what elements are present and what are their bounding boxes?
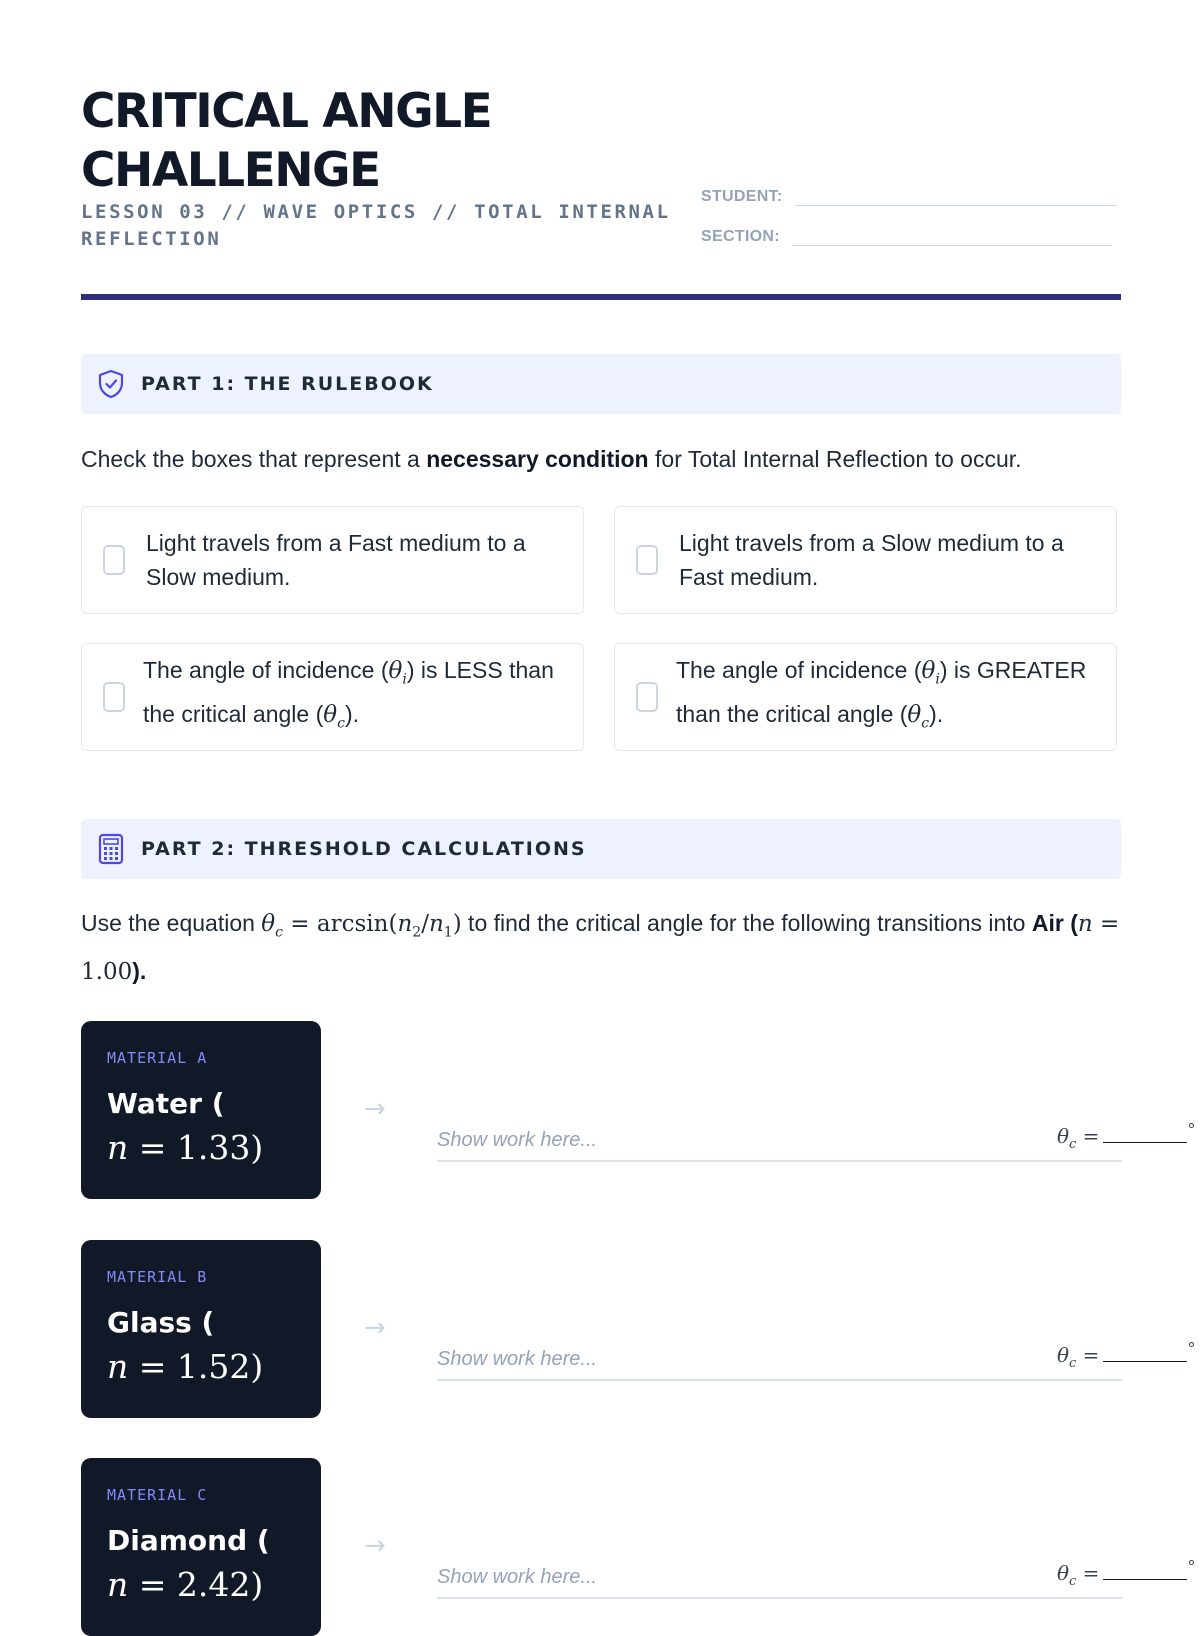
part2-header bbox=[81, 819, 1121, 879]
arrow-icon: → bbox=[364, 1313, 386, 1343]
page-title: CRITICAL ANGLE CHALLENGE bbox=[81, 84, 492, 198]
answer-blank[interactable] bbox=[1103, 1130, 1187, 1143]
student-label: STUDENT: bbox=[701, 188, 783, 205]
condition-option-1[interactable] bbox=[81, 506, 584, 614]
part1-header bbox=[81, 354, 1121, 414]
condition-text-part: The angle of incidence ( bbox=[676, 657, 922, 684]
work-placeholder: Show work here... bbox=[437, 1566, 598, 1588]
part2-instruction-text: Use the equation bbox=[81, 910, 262, 936]
shield-check-icon bbox=[97, 368, 125, 400]
material-card-a bbox=[81, 1021, 321, 1199]
student-field[interactable] bbox=[701, 188, 1117, 206]
checkbox[interactable] bbox=[103, 682, 125, 712]
material-index: n = 1.52) bbox=[107, 1347, 264, 1386]
condition-text-part: ) is GREATER than the critical angle ( bbox=[676, 657, 1087, 727]
theta-subscript: c bbox=[921, 715, 930, 732]
work-field-c[interactable] bbox=[437, 1555, 1122, 1599]
condition-text bbox=[143, 653, 583, 740]
theta-symbol: θ bbox=[388, 658, 403, 685]
condition-text: Light travels from a Fast medium to a Slow medium. bbox=[146, 530, 526, 590]
material-close: ) bbox=[250, 1565, 264, 1604]
checkbox[interactable] bbox=[636, 682, 658, 712]
answer-field-c[interactable]: $\theta_c = ^\circ$ bbox=[1057, 1557, 1196, 1589]
condition-text: Light travels from a Slow medium to a Fast medium. bbox=[679, 530, 1064, 590]
answer-blank[interactable] bbox=[1103, 1567, 1187, 1580]
material-close: ) bbox=[250, 1128, 264, 1167]
section-field[interactable] bbox=[701, 228, 1112, 246]
material-close: ) bbox=[250, 1347, 264, 1386]
material-name: Glass ( bbox=[107, 1306, 215, 1339]
part1-title: PART 1: THE RULEBOOK bbox=[141, 373, 434, 395]
material-index: n = 2.42) bbox=[107, 1565, 264, 1604]
part1-instruction-text: Check the boxes that represent a bbox=[81, 446, 427, 472]
degree-symbol: ° bbox=[1187, 1557, 1196, 1576]
material-name: Water ( bbox=[107, 1087, 225, 1120]
header-divider bbox=[81, 294, 1121, 300]
degree-symbol: ° bbox=[1187, 1120, 1196, 1139]
student-input-line[interactable] bbox=[795, 205, 1117, 206]
condition-text bbox=[676, 653, 1116, 740]
part1-instruction bbox=[81, 440, 1121, 478]
condition-option-2[interactable] bbox=[614, 506, 1117, 614]
condition-text-part: ) is LESS than the critical angle ( bbox=[143, 657, 554, 727]
condition-text-part: The angle of incidence ( bbox=[143, 657, 389, 684]
work-field-a[interactable] bbox=[437, 1118, 1122, 1162]
material-name: Diamond ( bbox=[107, 1524, 270, 1557]
air-label-close: ). bbox=[132, 957, 147, 984]
theta-subscript: c bbox=[337, 715, 345, 732]
answer-blank[interactable] bbox=[1103, 1349, 1187, 1362]
work-field-b[interactable] bbox=[437, 1337, 1122, 1381]
section-label: SECTION: bbox=[701, 228, 780, 245]
theta-symbol: θ bbox=[323, 702, 338, 728]
arrow-icon: → bbox=[364, 1094, 386, 1124]
material-tag: MATERIAL B bbox=[107, 1268, 208, 1286]
part2-instruction bbox=[81, 904, 1121, 991]
arrow-icon: → bbox=[364, 1531, 386, 1561]
critical-angle-equation: $\theta_c = \arcsin(n_2/n_1)$ bbox=[261, 911, 462, 941]
air-equation: n = 1.00 bbox=[81, 911, 1120, 985]
answer-field-a[interactable]: $\theta_c = ^\circ$ bbox=[1057, 1120, 1196, 1152]
material-card-b bbox=[81, 1240, 321, 1418]
section-input-line[interactable] bbox=[792, 245, 1112, 246]
degree-symbol: ° bbox=[1187, 1339, 1196, 1358]
work-placeholder: Show work here... bbox=[437, 1129, 598, 1151]
answer-field-b[interactable]: $\theta_c = ^\circ$ bbox=[1057, 1339, 1196, 1371]
theta-symbol: θ bbox=[907, 702, 922, 728]
theta-subscript: i bbox=[402, 672, 407, 688]
checkbox[interactable] bbox=[636, 545, 658, 575]
air-label: Air ( bbox=[1031, 910, 1078, 936]
material-tag: MATERIAL C bbox=[107, 1486, 208, 1504]
part1-instruction-end: for Total Internal Reflection to occur. bbox=[648, 446, 1022, 472]
condition-text-part: ). bbox=[344, 701, 360, 727]
part2-instruction-text: to find the critical angle for the following transitions into bbox=[461, 910, 1032, 936]
calculator-icon bbox=[97, 833, 125, 865]
theta-subscript: i bbox=[935, 672, 940, 688]
material-index: n = 1.33) bbox=[107, 1128, 264, 1167]
condition-option-3[interactable] bbox=[81, 643, 584, 751]
material-tag: MATERIAL A bbox=[107, 1049, 208, 1067]
part1-instruction-bold: necessary condition bbox=[426, 446, 649, 472]
theta-symbol: θ bbox=[921, 658, 936, 685]
condition-text-part: ). bbox=[929, 701, 944, 727]
condition-option-4[interactable] bbox=[614, 643, 1117, 751]
material-card-c bbox=[81, 1458, 321, 1636]
part2-title: PART 2: THRESHOLD CALCULATIONS bbox=[141, 838, 587, 860]
checkbox[interactable] bbox=[103, 545, 125, 575]
work-placeholder: Show work here... bbox=[437, 1348, 598, 1370]
page-subtitle: LESSON 03 // WAVE OPTICS // TOTAL INTERNAL REFLECTION bbox=[81, 201, 671, 250]
